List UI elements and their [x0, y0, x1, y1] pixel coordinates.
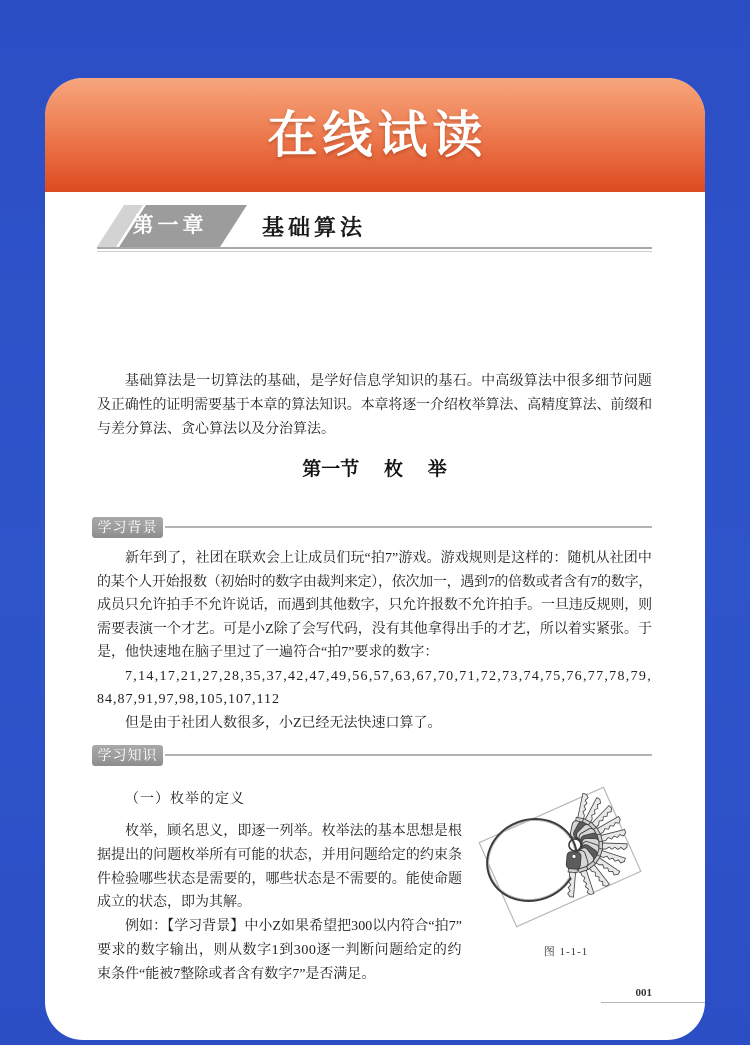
background-tag: 学习背景	[92, 517, 163, 538]
key-bow	[566, 851, 581, 869]
banner-title: 在线试读	[267, 107, 488, 163]
text-line: 例如：【学习背景】中小Z如果希望把300以内符合“拍7”	[125, 919, 462, 935]
background-rule	[165, 526, 652, 528]
chapter-label: 第一章	[132, 214, 208, 237]
section-title: 第一节 枚 举	[302, 459, 447, 480]
text-line: 但是由于社团人数很多，小Z已经无法快速口算了。	[125, 715, 442, 731]
text-line: 枚举，顾名思义，即逐一列举。枚举法的基本思想是根	[125, 824, 462, 839]
text-line: 与差分算法、贪心算法以及分治算法。	[97, 422, 335, 437]
text-line: 的某个人开始报数（初始时的数字由裁判来定），依次加一，遇到7的倍数或者含有7的数字，	[97, 574, 652, 590]
text-line: 据提出的问题枚举所有可能的状态，并用问题给定的约束条	[97, 847, 462, 863]
figure-caption: 图 1-1-1	[543, 946, 589, 958]
chapter-rule	[97, 247, 652, 252]
text-line: 是，他快速地在脑子里过了一遍符合“拍7”要求的数字：	[97, 645, 439, 660]
preview-card	[45, 78, 705, 1040]
intro-paragraph	[97, 370, 652, 442]
footer-rule	[601, 1002, 705, 1003]
number-line: 84,87,91,97,98,105,107,112	[97, 692, 280, 707]
text-line: 新年到了，社团在联欢会上让成员们玩“拍7”游戏。游戏规则是这样的：随机从社团中	[125, 551, 652, 566]
knowledge-rule	[165, 754, 652, 756]
subsection-title: （一）枚举的定义	[125, 792, 245, 807]
banner	[45, 78, 705, 192]
text-line: 束条件“能被7整除或者含有数字7”是否满足。	[97, 966, 376, 982]
number-line: 7,14,17,21,27,28,35,37,42,47,49,56,57,63,67,70,71,72,73,74,75,76,77,78,79,	[125, 668, 652, 684]
knowledge-paragraph	[97, 820, 462, 987]
key-hole	[572, 854, 576, 858]
text-line: 要求的数字输出，则从数字1到300逐一判断问题给定的约	[97, 942, 462, 958]
page-number: 001	[635, 987, 652, 999]
knowledge-tag: 学习知识	[92, 745, 163, 766]
text-line: 成立的状态，即为其解。	[97, 895, 251, 911]
keyring-icon	[478, 780, 642, 932]
text-line: 基础算法是一切算法的基础，是学好信息学知识的基石。中高级算法中很多细节问题	[125, 374, 652, 389]
text-line: 成员只允许拍手不允许说话，而遇到其他数字，只允许报数不允许拍手。一旦违反规则，则	[97, 598, 652, 613]
background-paragraph	[97, 547, 652, 735]
text-line: 件检验哪些状态是需要的，哪些状态是不需要的。能使命题	[97, 871, 462, 887]
text-line: 需要表演一个才艺。可是小Z除了会写代码，没有其他拿得出手的才艺，所以着实紧张。于	[97, 621, 652, 637]
text-line: 及正确性的证明需要基于本章的算法知识。本章将逐一介绍枚举算法、高精度算法、前缀和	[97, 398, 652, 413]
chapter-title: 基础算法	[262, 215, 367, 240]
